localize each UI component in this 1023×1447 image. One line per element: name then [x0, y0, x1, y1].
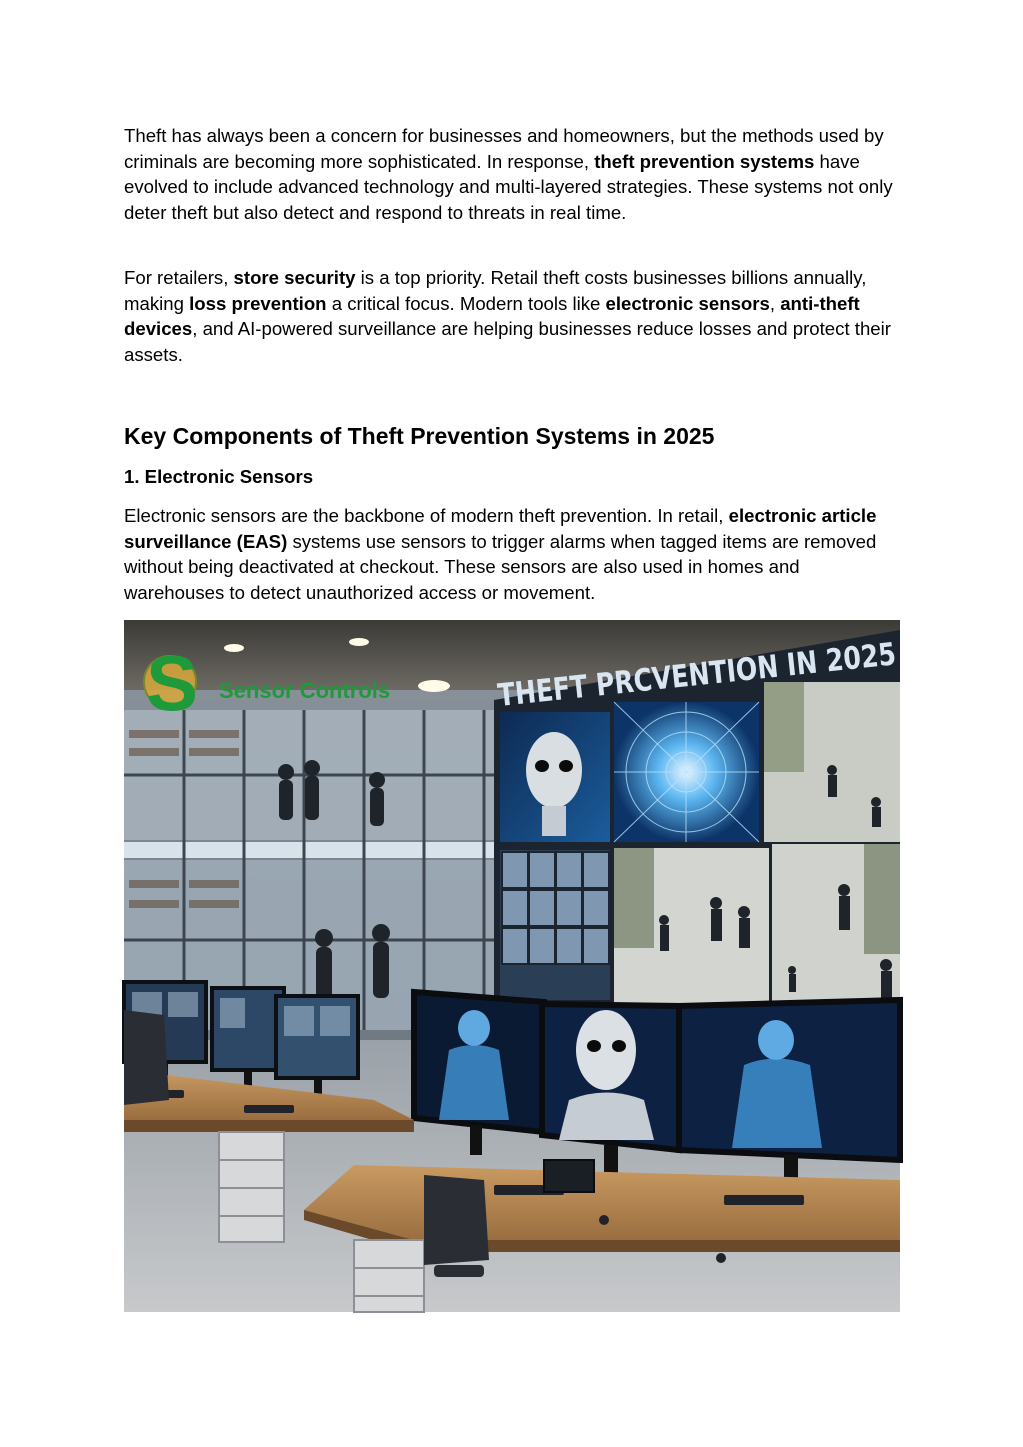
subsection-heading: 1. Electronic Sensors: [124, 466, 314, 487]
bold-term: store security: [233, 267, 356, 288]
bold-term: anti-theft devices: [124, 292, 860, 340]
text-run: , and AI-powered surveillance are helping businesses reduce losses and protect their assets.: [124, 318, 891, 366]
camera-grid: [500, 850, 610, 1000]
body-scan-icon: [414, 992, 544, 1132]
text-run: ,: [769, 292, 781, 314]
text-run: Electronic sensors are the backbone of modern theft prevention. In retail,: [124, 505, 729, 526]
radar-icon: [614, 702, 759, 842]
section-heading: Key Components of Theft Prevention Systems in 2025: [124, 423, 715, 449]
text-run: For retailers,: [124, 267, 234, 288]
sensors-paragraph: [124, 503, 904, 606]
text-run: have evolved to include advanced technology and multi-layered strategies. These systems not only deter theft but also detect and respond to threats in real time.: [124, 150, 893, 224]
text-run: Theft has always been a concern for businesses and homeowners, but the methods used by criminals are becoming more sophisticated. In response,: [124, 125, 884, 172]
logo-letter: S: [145, 639, 199, 727]
security-control-room-image: [124, 620, 990, 1312]
bold-term: theft prevention systems: [594, 150, 815, 172]
bold-term: electronic sensors: [605, 292, 770, 314]
intro-paragraph: [124, 123, 904, 226]
face-icon: [500, 712, 610, 842]
bold-term: electronic article surveillance (EAS): [124, 505, 877, 552]
bold-term: loss prevention: [189, 292, 327, 314]
text-run: a critical focus. Modern tools like: [326, 292, 606, 314]
logo-text: Sensor Controls: [219, 678, 391, 703]
retail-paragraph: [124, 265, 904, 368]
banner-text: THEFT PRCVENTION IN 2025: [496, 626, 990, 714]
text-run: systems use sensors to trigger alarms when tagged items are removed without being deactivated at checkout. These sensors are also used in homes and warehouses to detect unauthorized access or movement.: [124, 530, 877, 604]
text-run: is a top priority. Retail theft costs businesses billions annually, making: [124, 267, 867, 314]
